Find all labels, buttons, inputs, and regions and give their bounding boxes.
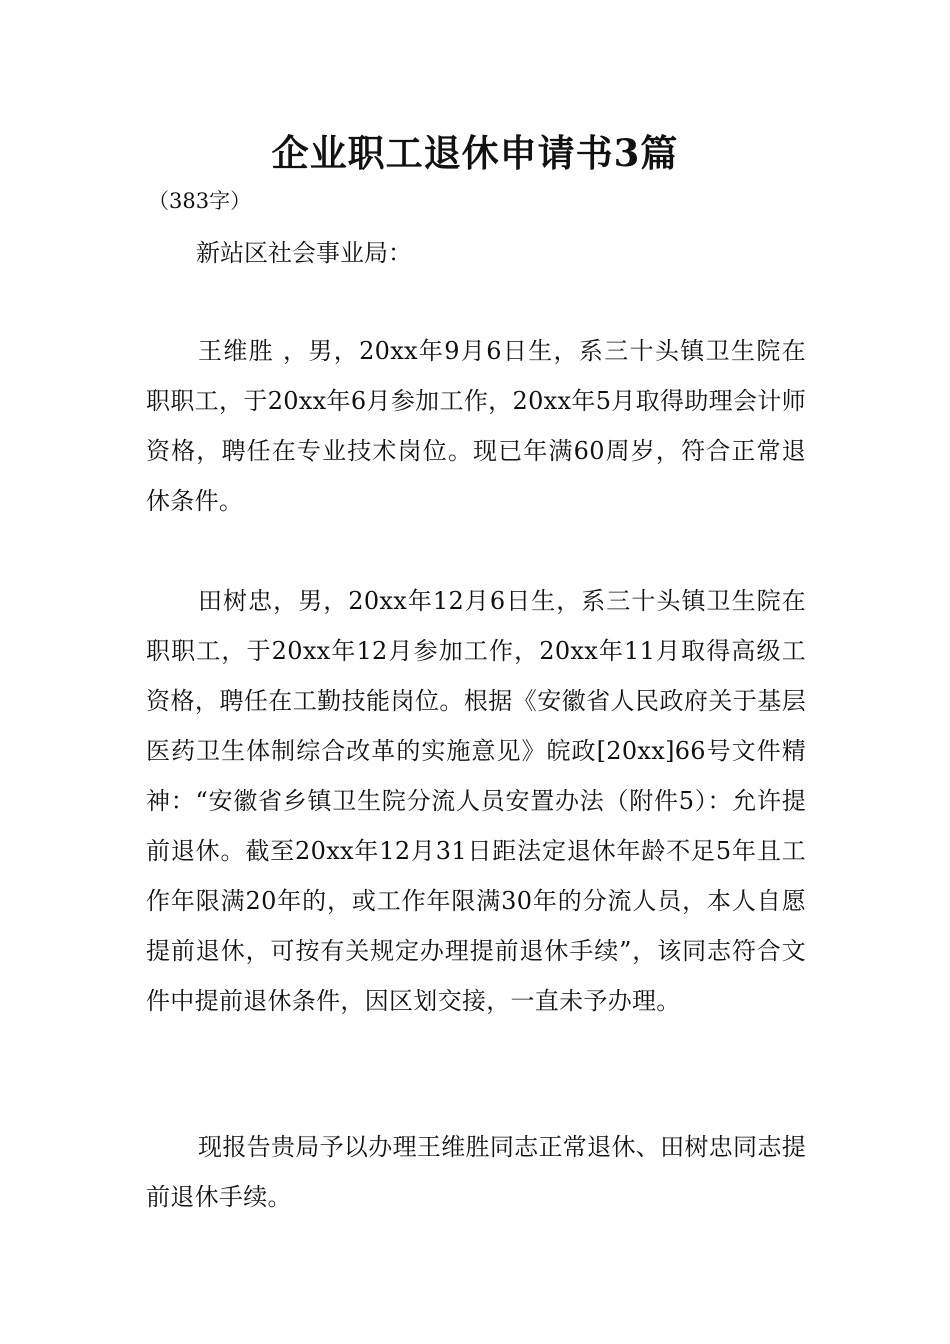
paragraph-request: 现报告贵局予以办理王维胜同志正常退休、田树忠同志提前退休手续。 xyxy=(146,1133,806,1211)
paragraph-wang-weisheng: 王维胜 ，男，20xx年9月6日生，系三十头镇卫生院在职职工，于20xx年6月参加工作，20xx年5月取得助理会计师资格，聘任在专业技术岗位。现已年满60周岁，符合正常退休条件。 xyxy=(146,337,806,515)
addressee: 新站区社会事业局： xyxy=(196,239,412,267)
paragraph-tian-shuzhong: 田树忠，男，20xx年12月6日生，系三十头镇卫生院在职职工，于20xx年12月参加工作，20xx年11月取得高级工资格，聘任在工勤技能岗位。根据《安徽省人民政府关于基层医药卫生体制综合改革的实施意见》皖政[20xx]66号文件精神：“安徽省乡镇卫生院分流人员安置办法（附件5）：允许提前退休。截至20xx年12月31日距法定退休年龄不足5年且工作年限满20年的，或工作年限满30年的分流人员，本人自愿提前退休，可按有关规定办理提前退休手续”，该同志符合文件中提前退休条件，因区划交接，一直未予办理。 xyxy=(146,587,806,1015)
word-count: （383字） xyxy=(148,189,252,213)
document-title: 企业职工退休申请书3篇 xyxy=(271,131,679,175)
